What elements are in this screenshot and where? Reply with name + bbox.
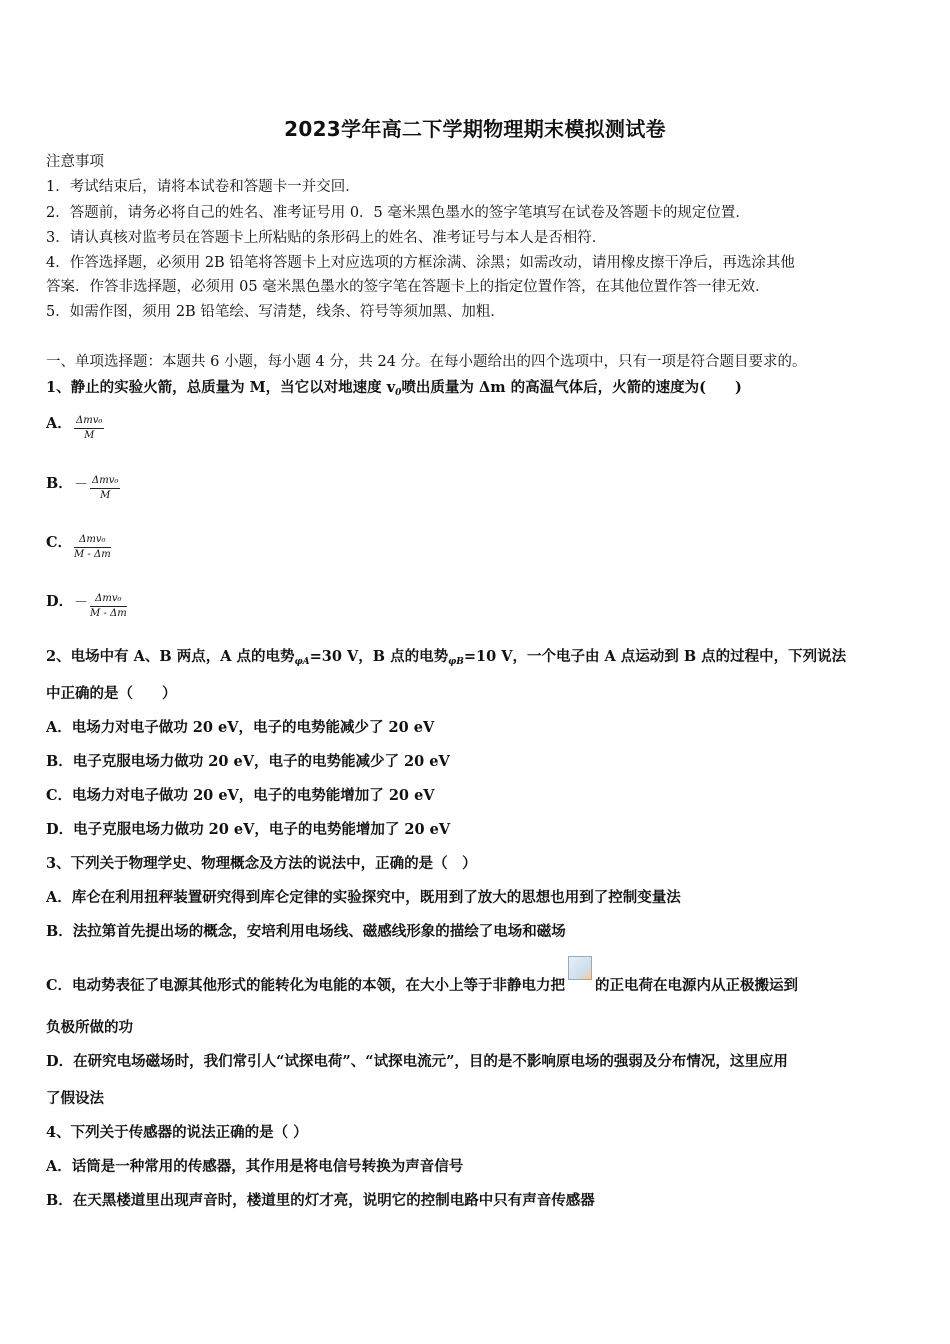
q1-option-d-sign: －: [74, 595, 88, 611]
q1-option-a-letter: A．: [46, 415, 72, 432]
q1-option-d-fraction: Δmv₀ M - Δm: [90, 593, 127, 619]
question-2-stem: 2、电场中有 A、B 两点，A 点的电势$_{\varphi A}$=30 V，B 点的电势$_{\varphi B}$=10 V，一个电子由 A 点运动到 B 点的过程中，下列说法: [46, 648, 847, 667]
question-3-stem: 3、下列关于物理学史、物理概念及方法的说法中，正确的是（ ）: [46, 855, 477, 872]
question-2-stem-cont: 中正确的是（ ）: [46, 685, 177, 702]
section-heading: 一、单项选择题：本题共 6 小题，每小题 4 分，共 24 分。在每小题给出的四个选项中，只有一项是符合题目要求的。: [46, 354, 807, 370]
notice-item: 2．答题前，请务必将自己的姓名、准考证号用 0．5 毫米黑色墨水的签字笔填写在试卷及答题卡的规定位置．: [46, 205, 750, 221]
question-1-stem: 1、静止的实验火箭，总质量为 M，当它以对地速度 $v_0$喷出质量为 Δm 的高温气体后，火箭的速度为( ): [46, 379, 742, 398]
q3-option-d: D．在研究电场磁场时，我们常引人“试探电荷”、“试探电流元”，目的是不影响原电场的强弱及分布情况，这里应用: [46, 1053, 788, 1070]
notice-item: 4．作答选择题，必须用 2B 铅笔将答题卡上对应选项的方框涂满、涂黑；如需改动，请用橡皮擦干净后，再选涂其他: [46, 255, 795, 271]
q1-option-d-letter: D．: [46, 593, 74, 610]
q3-option-d-cont: 了假设法: [46, 1090, 104, 1107]
notice-item: 3．请认真核对监考员在答题卡上所粘贴的条形码上的姓名、准考证号与本人是否相符．: [46, 230, 607, 246]
broken-image-icon: [568, 956, 592, 980]
notice-item: 5．如需作图，须用 2B 铅笔绘、写清楚，线条、符号等须加黑、加粗．: [46, 304, 505, 320]
q1-option-b-sign: －: [74, 477, 88, 493]
q1-option-b-fraction: Δmv₀ M: [92, 475, 119, 501]
q1-option-a-fraction: Δmv₀ M: [76, 415, 103, 441]
q2-option-d: D．电子克服电场力做功 20 eV，电子的电势能增加了 20 eV: [46, 821, 451, 838]
question-4-stem: 4、下列关于传感器的说法正确的是（ ）: [46, 1124, 308, 1141]
notice-item: 答案．作答非选择题，必须用 05 毫米黑色墨水的签字笔在答题卡上的指定位置作答，在其他位置作答一律无效．: [46, 279, 770, 295]
q4-option-b: B．在天黑楼道里出现声音时，楼道里的灯才亮，说明它的控制电路中只有声音传感器: [46, 1192, 595, 1209]
q1-option-c-fraction: Δmv₀ M - Δm: [74, 534, 111, 560]
q3-option-c: C．电动势表征了电源其他形式的能转化为电能的本领，在大小上等于非静电力把 的正电荷在电源内从正极搬运到: [46, 968, 798, 996]
page-title: 2023学年高二下学期物理期末模拟测试卷: [284, 117, 666, 141]
q1-option-c-letter: C．: [46, 534, 73, 551]
q3-option-a: A．库仑在利用扭秤装置研究得到库仑定律的实验探究中，既用到了放大的思想也用到了控制变量法: [46, 889, 681, 906]
q2-option-a: A．电场力对电子做功 20 eV，电子的电势能减少了 20 eV: [46, 719, 435, 736]
q2-option-b: B．电子克服电场力做功 20 eV，电子的电势能减少了 20 eV: [46, 753, 450, 770]
notice-heading: 注意事项: [46, 154, 104, 170]
q2-option-c: C．电场力对电子做功 20 eV，电子的电势能增加了 20 eV: [46, 787, 435, 804]
q3-option-c-cont: 负极所做的功: [46, 1019, 133, 1036]
q3-option-b: B．法拉第首先提出场的概念，安培利用电场线、磁感线形象的描绘了电场和磁场: [46, 923, 566, 940]
notice-item: 1．考试结束后，请将本试卷和答题卡一并交回．: [46, 179, 360, 195]
q4-option-a: A．话筒是一种常用的传感器，其作用是将电信号转换为声音信号: [46, 1158, 464, 1175]
q1-option-b-letter: B．: [46, 475, 73, 492]
